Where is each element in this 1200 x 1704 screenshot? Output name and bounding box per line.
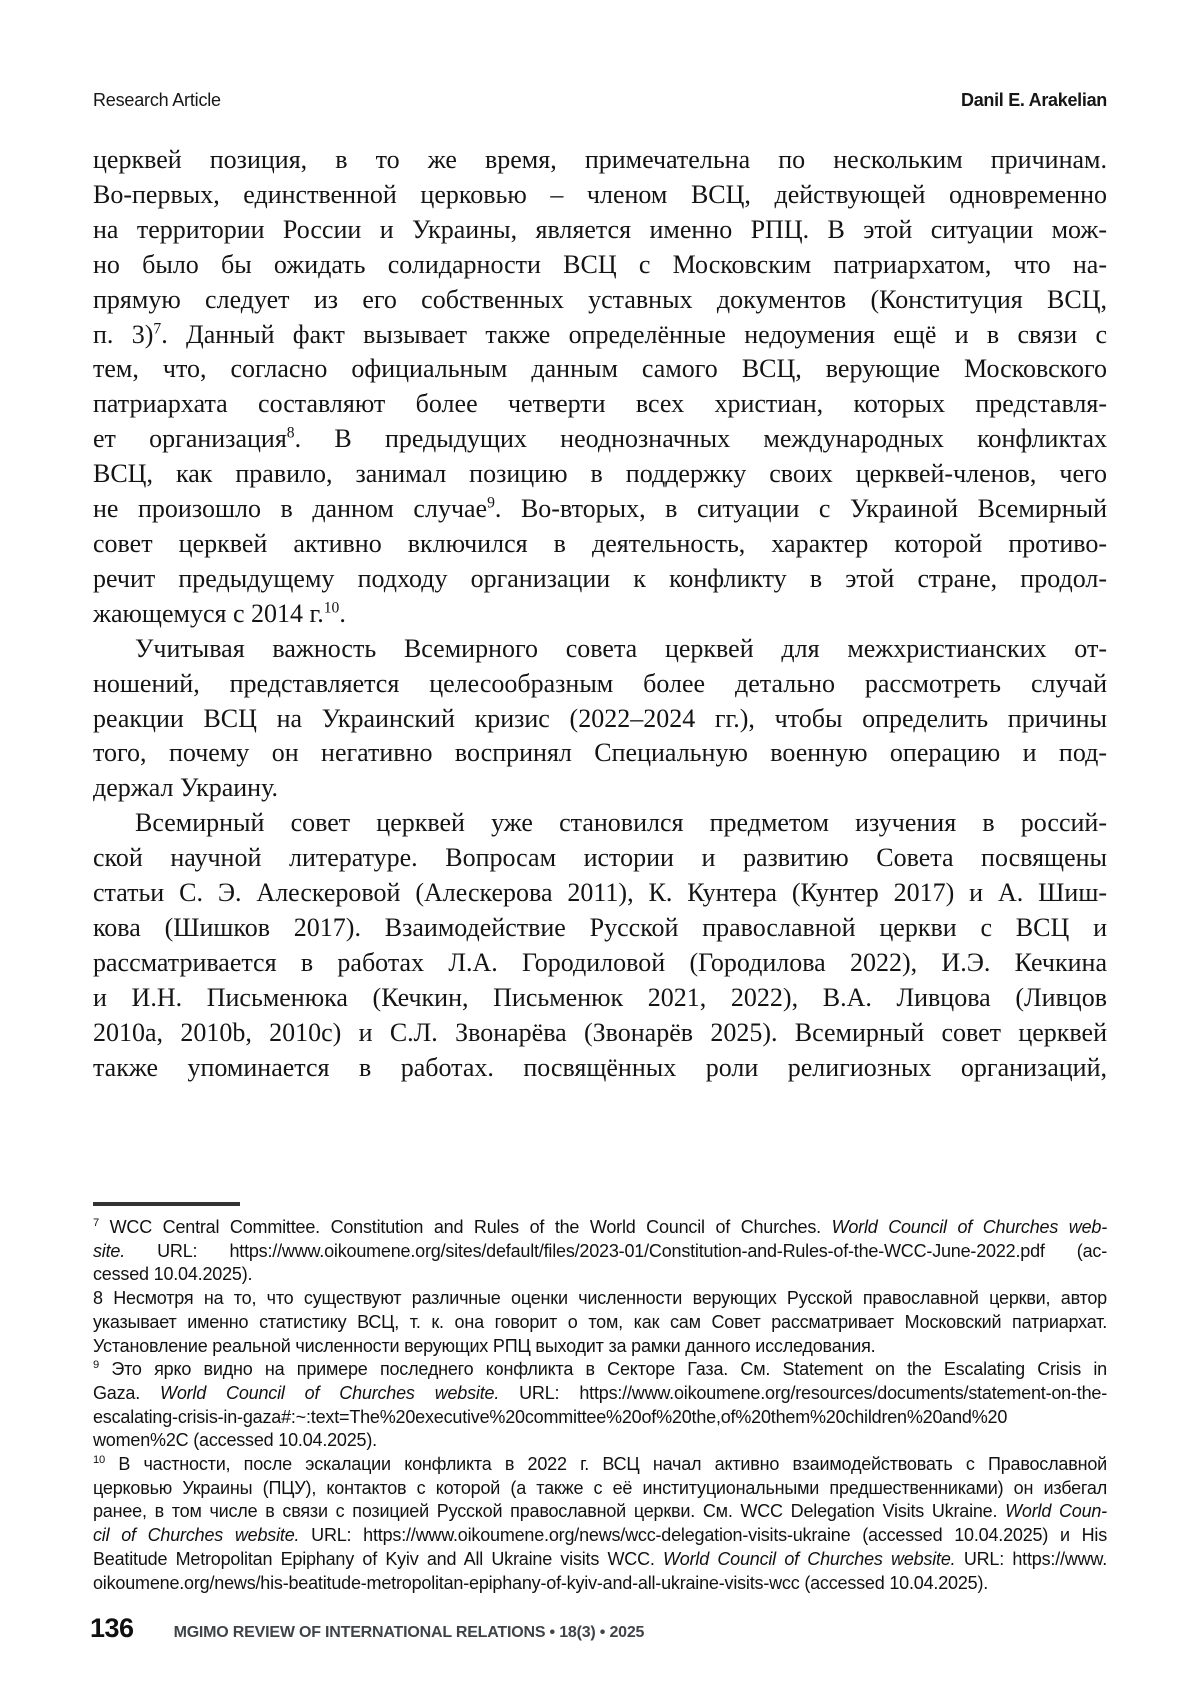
footnote-marker: 9 [487, 494, 495, 512]
body-text-line: рассматривается в работах Л.А. Городиловой (Городилова 2022), И.Э. Кечкина [93, 947, 1107, 977]
body-text-line: прямую следует из его собственных уставных документов (Конституция ВСЦ, [93, 284, 1107, 314]
footnote-line: $^{10}$ В частности, после эскалации конфликта в 2022 г. ВСЦ начал активно взаимодействовать с Православной [93, 1454, 1107, 1475]
body-text-line: также упоминается в работах. посвящённых роли религиозных организаций, [93, 1052, 1107, 1082]
footnote-marker: 7 [153, 319, 162, 337]
body-text-line: но было бы ожидать солидарности ВСЦ с Московским патриархатом, что на- [93, 249, 1107, 279]
running-head [93, 90, 1107, 111]
body-text-line: жающемуся с 2014 г.$^{10}$. [93, 598, 346, 628]
body-text-line: ет организация$^8$. В предыдущих неоднозначных международных конфликтах [93, 424, 1107, 454]
footnote-line: Gaza. World Council of Churches website. URL: https://www.oikoumene.org/resources/documents/statement-on-the- [93, 1382, 1108, 1403]
footnote-line: $^7$ WCC Central Committee. Constitution and Rules of the World Council of Churches. World Council of Churches web- [93, 1217, 1107, 1237]
footnote-line: Beatitude Metropolitan Epiphany of Kyiv and All Ukraine visits WCC. World Council of Churches website. URL: https://www. [93, 1548, 1107, 1569]
footnote-marker: 10 [323, 599, 340, 617]
footnote-item [93, 1453, 1107, 1595]
footnote-line: указывает именно статистику ВСЦ, т. к. она говорит о том, как сам Совет рассматривает Московский патриархат. [93, 1311, 1107, 1332]
footnote-marker: 10 [93, 1454, 106, 1467]
body-text-line: не произошло в данном случае$^9$. Во-вторых, в ситуации с Украиной Всемирный [93, 494, 1107, 524]
footnote-line: 8 Несмотря на то, что существуют различные оценки численности верующих Русской православной церкви, автор [93, 1288, 1107, 1309]
body-text-line: речит предыдущему подходу организации к конфликту в этой стране, продол- [93, 563, 1107, 593]
body-text-line: 2010a, 2010b, 2010c) и С.Л. Звонарёва (Звонарёв 2025). Всемирный совет церквей [93, 1017, 1107, 1047]
body-text-line: того, почему он негативно воспринял Специальную военную операцию и под- [93, 738, 1107, 768]
body-text-line: ношений, представляется целесообразным более детально рассмотреть случай [93, 668, 1107, 698]
footnote-line: cil of Churches website. URL: https://www.oikoumene.org/news/wcc-delegation-visits-ukraine (accessed 10.04.2025) и His [93, 1525, 1108, 1546]
author-name: Danil E. Arakelian [961, 90, 1107, 110]
body-text-line: на территории России и Украины, является именно РПЦ. В этой ситуации мож- [93, 214, 1107, 244]
body-paragraph [93, 632, 1107, 807]
journal-title-line: MGIMO REVIEW OF INTERNATIONAL RELATIONS • 18(3) • 2025 [173, 1624, 645, 1641]
footnote-line: $^9$ Это ярко видно на примере последнего конфликта в Секторе Газа. См. Statement on the Escalating Crisis in [93, 1359, 1107, 1380]
footnote-marker: 7 [93, 1217, 100, 1229]
footnote-line: site. URL: https://www.oikoumene.org/sites/default/files/2023-01/Constitution-and-Rules-of-the-WCC-June-2022.pdf (ac- [93, 1240, 1107, 1261]
footnote-item [93, 1287, 1107, 1358]
body-text-line: держал Украину. [93, 773, 278, 803]
body-paragraph [93, 806, 1107, 1085]
footnote-line: церковью Украины (ПЦУ), контактов с которой (а также с её институциональными предшественниками) он избегал [93, 1477, 1107, 1498]
body-text-line: патриархата составляют более четверти всех христиан, которых представля- [93, 389, 1107, 419]
footnote-line: ранее, в том числе в связи с позицией Русской православной церкви. См. WCC Delegation Visits Ukraine. World Coun- [93, 1501, 1107, 1522]
body-text-line: ской научной литературе. Вопросам истории и развитию Совета посвящены [93, 843, 1107, 873]
body-text-line: статьи С. Э. Алескеровой (Алескерова 2011), К. Кунтера (Кунтер 2017) и А. Шиш- [93, 878, 1107, 908]
footnote-item [93, 1358, 1107, 1453]
body-text [93, 143, 1107, 1085]
body-paragraph [93, 143, 1107, 632]
page-footer [90, 1613, 1104, 1644]
footnote-marker: 9 [93, 1359, 100, 1372]
footnote-marker: 8 [286, 424, 295, 442]
body-text-line: тем, что, согласно официальным данным самого ВСЦ, верующие Московского [93, 354, 1107, 384]
article-type-label: Research Article [93, 90, 221, 110]
body-text-line: совет церквей активно включился в деятельность, характер которой противо- [93, 528, 1107, 558]
footnote-line: oikoumene.org/news/his-beatitude-metropolitan-epiphany-of-kyiv-and-all-ukraine-visits-wcc (accessed 10.04.2025). [93, 1572, 989, 1593]
footnote-line: Установление реальной численности верующих РПЦ выходит за рамки данного исследования. [93, 1335, 876, 1356]
body-text-line: кова (Шишков 2017). Взаимодействие Русской православной церкви с ВСЦ и [93, 912, 1107, 942]
body-text-line: п. 3)$^7$. Данный факт вызывает также определённые недоумения ещё и в связи с [93, 319, 1107, 349]
footnote-line: escalating-crisis-in-gaza#:~:text=The%20executive%20committee%20of%20the,of%20them%20children%20and%20 [93, 1406, 1008, 1427]
footnote-item [93, 1216, 1107, 1287]
body-text-line: Всемирный совет церквей уже становился предметом изучения в россий- [135, 808, 1107, 838]
footnotes-block [93, 1216, 1107, 1595]
footnote-line: cessed 10.04.2025). [93, 1264, 253, 1285]
page-number: 136 [90, 1613, 134, 1643]
footnote-separator-rule [93, 1202, 240, 1206]
body-text-line: реакции ВСЦ на Украинский кризис (2022–2024 гг.), чтобы определить причины [93, 703, 1107, 733]
body-text-line: и И.Н. Письменюка (Кечкин, Письменюк 2021, 2022), В.А. Ливцова (Ливцов [93, 982, 1107, 1012]
body-text-line: Учитывая важность Всемирного совета церквей для межхристианских от- [135, 633, 1107, 663]
footnote-line: women%2C (accessed 10.04.2025). [93, 1430, 377, 1451]
body-text-line: церквей позиция, в то же время, примечательна по нескольким причинам. [93, 145, 1107, 174]
body-text-line: ВСЦ, как правило, занимал позицию в поддержку своих церквей-членов, чего [93, 459, 1107, 489]
body-text-line: Во-первых, единственной церковью – членом ВСЦ, действующей одновременно [93, 179, 1107, 209]
